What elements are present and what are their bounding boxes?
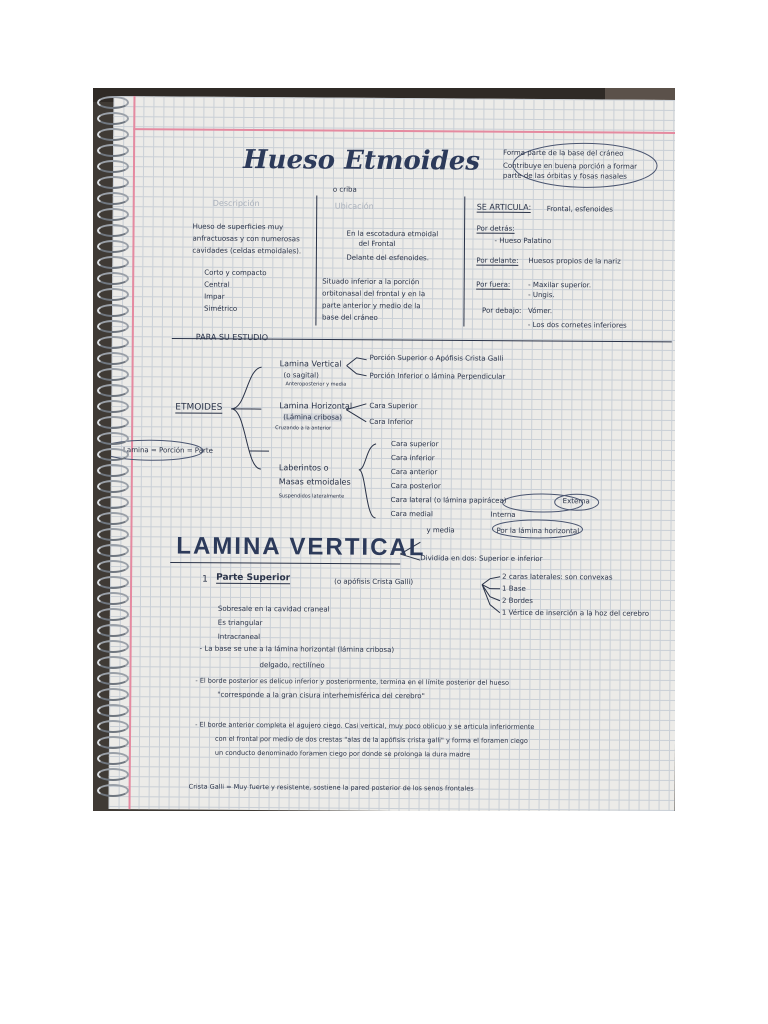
spiral-ring (97, 736, 129, 749)
branch-1-sub: (o sagital) (283, 371, 319, 380)
interna-label: Interna (490, 510, 516, 519)
spiral-ring (97, 128, 129, 141)
part-item-2: 1 Base (502, 584, 526, 593)
col3-heading: SE ARTICULA: (476, 202, 532, 212)
spiral-ring (97, 176, 129, 189)
spiral-ring (97, 784, 129, 797)
branch-3-part-2: Cara inferior (390, 453, 435, 463)
branch-2-note: Cruzando a la anterior (275, 425, 332, 432)
section-heading: LAMINA VERTICAL (176, 532, 426, 562)
spiral-ring (97, 384, 129, 397)
branch-1-note: Anteroposterior y media (285, 381, 347, 388)
por-lamina-note: Por la lámina horizontal (496, 526, 580, 536)
spiral-ring (97, 512, 129, 525)
point-2: Es triangular (217, 618, 263, 628)
branch-1-name: Lamina Vertical (279, 359, 342, 369)
spiral-ring (97, 144, 129, 157)
spiral-ring (97, 192, 129, 205)
col2-text-2: orbitonasal del frontal y en la (322, 289, 426, 299)
col1-bullet-1: Corto y compacto (204, 268, 267, 278)
spiral-ring (97, 112, 129, 125)
spiral-ring (97, 368, 129, 381)
spiral-ring (97, 160, 129, 173)
study-root: ETMOIDES (175, 402, 223, 413)
branch-2-part-2: Cara Inferior (369, 417, 414, 427)
spiral-ring (97, 416, 129, 429)
page-subtitle: o criba (332, 185, 357, 194)
col3-row-6-value: - Los dos cornetes inferiores (527, 320, 627, 330)
spiral-ring (97, 272, 129, 285)
spiral-ring (97, 496, 129, 509)
spiral-ring (97, 352, 129, 365)
branch-3-part-3: Cara anterior (390, 467, 438, 477)
spiral-ring (97, 608, 129, 621)
col3-row-2-label: Por delante: (476, 256, 519, 265)
notebook-page (109, 96, 675, 811)
spiral-ring (97, 480, 129, 493)
spiral-ring (97, 576, 129, 589)
branch-3-note: Suspendidos lateralmente (278, 493, 345, 500)
spiral-ring (97, 528, 129, 541)
spiral-ring (97, 240, 129, 253)
study-side-note: Lamina = Porción = Parte (122, 446, 213, 455)
study-heading: PARA SU ESTUDIO (195, 332, 269, 343)
spiral-ring (97, 592, 129, 605)
spiral-ring (97, 208, 129, 221)
branch-3-sub: Masas etmoidales (278, 477, 351, 487)
spiral-ring (97, 400, 129, 413)
branch-1-part-2: Porción Inferior o lámina Perpendicular (369, 371, 506, 381)
col1-bullet-3: Impar (204, 292, 225, 301)
spiral-ring (97, 288, 129, 301)
col1-heading: Descripción (212, 198, 260, 209)
spiral-ring (97, 672, 129, 685)
col2-bullet-3: Delante del esfenoides. (346, 253, 429, 263)
part-alt: (o apófisis Crista Galli) (334, 577, 414, 587)
part-number: 1 (202, 574, 208, 585)
header-bullet-2: Contribuye en buena porción a formar parte de las órbitas y fosas nasales (502, 161, 638, 181)
branch-3-part-5: Cara lateral (o lámina papirácea) (390, 495, 507, 505)
spiral-ring (97, 304, 129, 317)
col3-row-5-label: Por debajo: (481, 306, 522, 315)
col1-bullet-2: Central (204, 280, 230, 289)
spiral-ring (97, 464, 129, 477)
notebook-spiral (93, 88, 123, 811)
col1-text-3: cavidades (celdas etmoidales). (192, 246, 302, 256)
spiral-ring (97, 96, 129, 109)
spiral-ring (97, 720, 129, 733)
branch-1-part-1: Porción Superior o Apófisis Crista Galli (369, 353, 504, 363)
part-title: Parte Superior (216, 572, 291, 584)
col2-text-3: parte anterior y medio de la (322, 301, 421, 311)
col1-text-2: anfractuosas y con numerosas (192, 234, 300, 244)
spiral-ring (97, 256, 129, 269)
point-1: Sobresale en la cavidad craneal (217, 604, 330, 614)
branch-3-part-6: Cara medial (390, 509, 433, 519)
header-bullet-1: Forma parte de la base del cráneo (503, 148, 624, 158)
branch-2-part-1: Cara Superior (369, 401, 418, 411)
anterior-line-2: con el frontal por medio de dos crestas "alas de la apófisis crista galli" y forma el foramen ciego (214, 734, 528, 745)
spiral-ring (97, 656, 129, 669)
branch-3-name: Laberintos o (278, 463, 329, 473)
posterior-line-2: "corresponde a la gran cisura interhemisférica del cerebro" (217, 690, 425, 701)
col3-row-1-value: - Hueso Palatino (494, 236, 552, 246)
col3-row-4-value: - Ungis. (528, 290, 555, 300)
branch-3-part-4: Cara posterior (390, 481, 441, 491)
col3-row-5-value: Vómer. (527, 306, 553, 316)
anterior-line-1: - El borde anterior completa el agujero ciego. Casi vertical, muy poco oblicuo y se articula inferiormente (195, 720, 535, 731)
spiral-ring (97, 704, 129, 717)
col2-bullet-1: En la escotadura etmoidal (346, 229, 439, 239)
col3-row-3-label: Por fuera: (476, 280, 511, 289)
point-3: Intracraneal (217, 632, 261, 642)
spiral-ring (97, 688, 129, 701)
part-item-3: 2 Bordes (501, 596, 533, 605)
col2-bullet-2: del Frontal (358, 239, 396, 249)
spiral-ring (97, 432, 129, 445)
spiral-ring (97, 768, 129, 781)
part-item-1: 2 caras laterales: son convexas (502, 572, 613, 582)
col3-row-1-label: Por detrás: (476, 224, 515, 233)
col3-row-3-value: - Maxilar superior. (528, 280, 592, 290)
spiral-ring (97, 448, 129, 461)
dividida-note: Dividida en dos: Superior e inferior (420, 554, 543, 564)
externa-label: Externa (562, 497, 590, 506)
branch-2-name: Lamina Horizontal (279, 401, 353, 411)
notebook-photo (93, 88, 675, 811)
spiral-ring (97, 752, 129, 765)
final-line: Crista Galli = Muy fuerte y resistente, sostiene la pared posterior de los senos frontales (188, 782, 474, 793)
spiral-ring (97, 320, 129, 333)
spiral-ring (97, 544, 129, 557)
y-media-note: y media (426, 526, 455, 535)
spiral-ring (97, 224, 129, 237)
col1-bullet-4: Simétrico (203, 304, 238, 313)
col3-heading-tail: Frontal, esfenoides (546, 205, 613, 214)
base-note: delgado, rectilíneo (259, 661, 325, 670)
col2-heading: Ubicación (334, 201, 374, 211)
branch-3-part-1: Cara superior (391, 439, 439, 449)
posterior-line-1: - El borde posterior es delicuo inferior y posteriormente, termina en el límite posterior del hueso (195, 676, 509, 687)
anterior-line-3: un conducto denominado foramen ciego por donde se prolonga la dura madre (214, 748, 471, 759)
col2-text-4: base del cráneo (321, 313, 378, 322)
col1-text-1: Hueso de superficies muy (192, 222, 284, 232)
spiral-ring (97, 624, 129, 637)
page-title: Hueso Etmoides (242, 144, 481, 177)
part-item-4: 1 Vértice de inserción a la hoz del cerebro (501, 608, 650, 618)
spiral-ring (97, 336, 129, 349)
col2-text-1: Situado inferior a la porción (322, 277, 420, 287)
col3-row-2-value: Huesos propios de la nariz (528, 256, 621, 266)
spiral-ring (97, 640, 129, 653)
branch-2-sub: (Lámina cribosa) (283, 413, 342, 422)
base-line: - La base se une a la lámina horizontal (lámina cribosa) (199, 644, 395, 655)
spiral-ring (97, 560, 129, 573)
